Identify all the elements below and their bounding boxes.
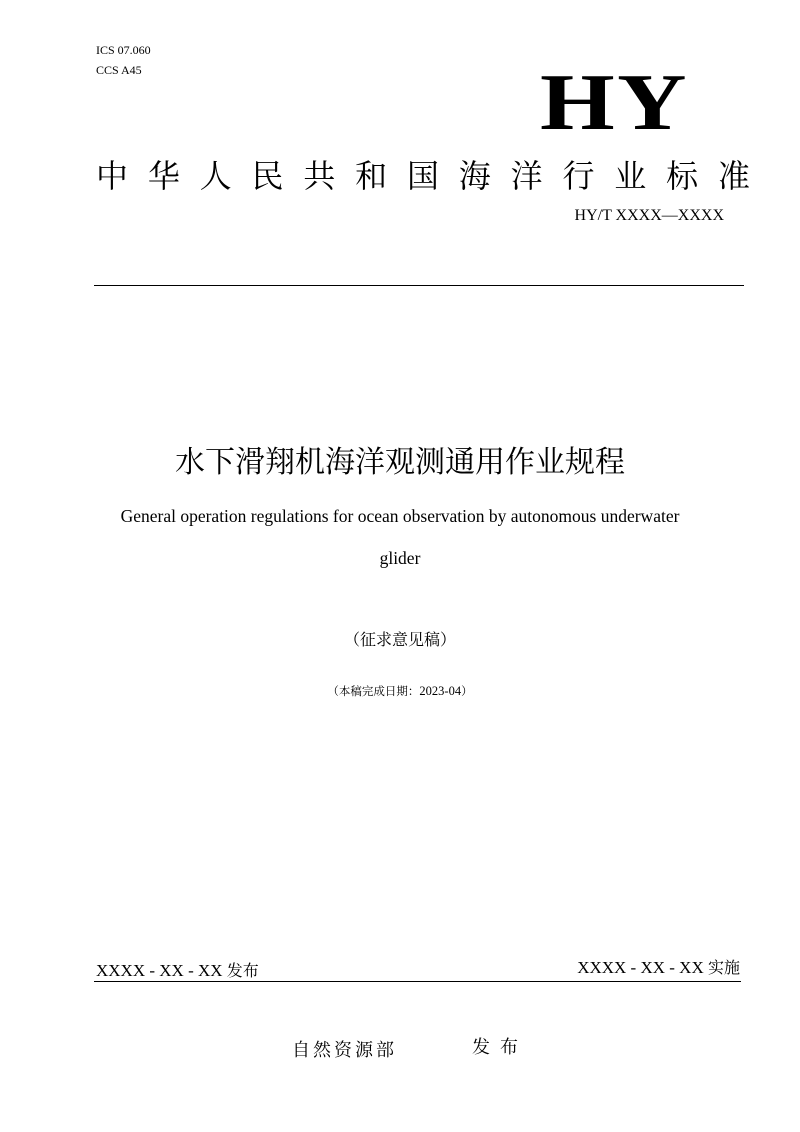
completion-date-line [0, 683, 800, 699]
standard-category-char: 中 [96, 157, 129, 195]
document-title-english-line1: General operation regulations for ocean observation by autonomous underwater [120, 506, 680, 526]
standard-category-char: 人 [199, 157, 232, 195]
standard-category-char: 准 [717, 157, 750, 195]
implement-date-line [577, 957, 740, 979]
standard-category-char: 业 [614, 157, 647, 195]
implement-date: XXXX - XX - XX [577, 958, 704, 977]
completion-suffix: ） [461, 684, 473, 698]
draft-status: （征求意见稿） [343, 630, 456, 649]
standard-category-char: 和 [355, 157, 388, 195]
standard-category-char: 共 [303, 157, 336, 195]
document-title-chinese: 水下滑翔机海洋观测通用作业规程 [175, 445, 625, 480]
standard-category-char: 行 [562, 157, 595, 195]
header-divider [94, 285, 744, 286]
hy-logo: HY [540, 59, 689, 147]
standard-category-char: 国 [406, 157, 439, 195]
ccs-code: CCS A45 [96, 63, 142, 77]
footer-divider [94, 981, 741, 982]
standard-category-char: 华 [147, 157, 180, 195]
standard-category-char: 洋 [510, 157, 543, 195]
standard-category-char: 海 [458, 157, 491, 195]
completion-date: 2023-04 [419, 684, 462, 698]
publish-label: 发布 [226, 961, 259, 980]
ics-code: ICS 07.060 [96, 43, 151, 57]
issue-label: 发布 [472, 1037, 528, 1058]
standard-number: HY/T XXXX—XXXX [574, 207, 724, 224]
implement-label: 实施 [707, 958, 740, 977]
publish-date: XXXX - XX - XX [96, 961, 223, 980]
standard-category [96, 156, 750, 196]
standard-category-char: 民 [251, 157, 284, 195]
standard-category-char: 标 [666, 157, 699, 195]
issuing-authority: 自然资源部 [292, 1040, 397, 1061]
publish-date-line [96, 960, 259, 982]
document-title-english-line2: glider [379, 548, 421, 568]
completion-prefix: （本稿完成日期： [327, 684, 420, 698]
